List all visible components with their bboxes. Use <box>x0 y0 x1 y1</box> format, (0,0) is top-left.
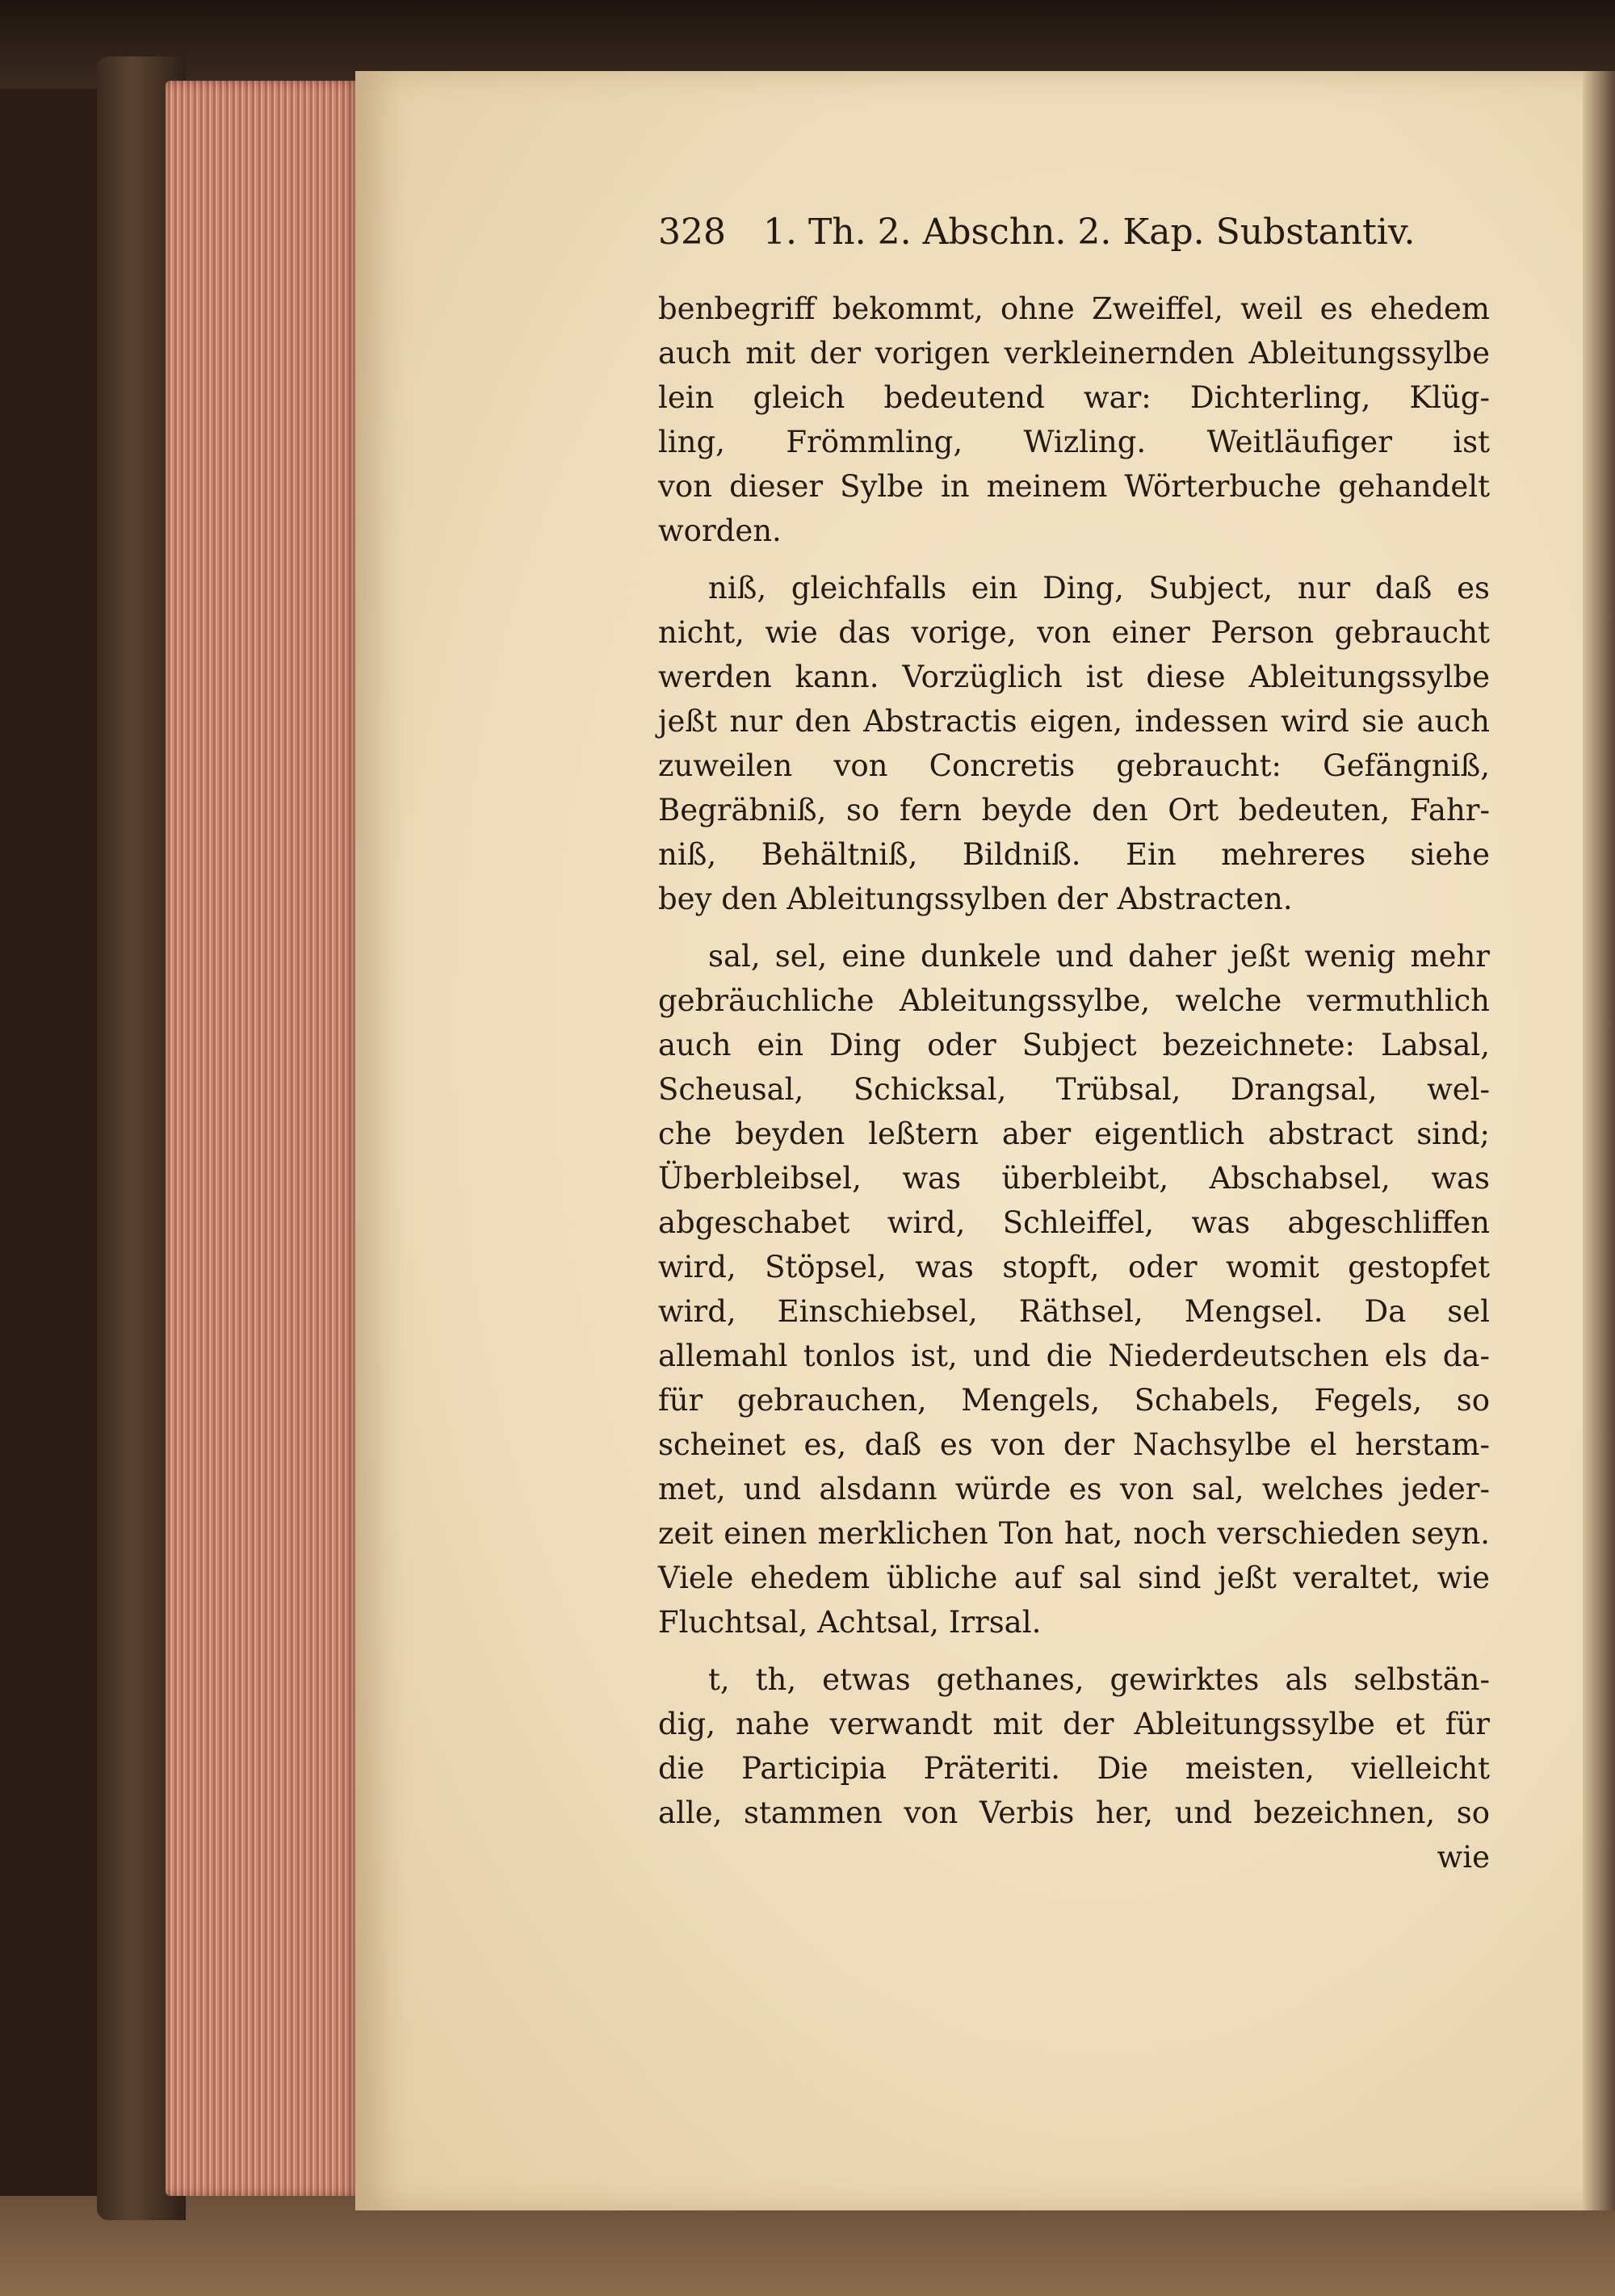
text-line: zuweilen von Concretis gebraucht: Gefängniß, <box>658 748 1490 783</box>
text-line: bey den Ableitungssylben der Abstracten. <box>658 882 1293 916</box>
text-line: dig, nahe verwandt mit der Ableitungssylbe et für <box>658 1707 1490 1741</box>
page-edges <box>166 81 359 2196</box>
text-line: Scheusal, Schicksal, Trübsal, Drangsal, wel- <box>658 1072 1490 1107</box>
paragraph <box>658 1657 1490 1835</box>
text-line: abgeschabet wird, Schleiffel, was abgeschliffen <box>658 1205 1490 1240</box>
text-line: Fluchtsal, Achtsal, Irrsal. <box>658 1605 1042 1640</box>
text-line: nicht, wie das vorige, von einer Person gebraucht <box>658 615 1490 650</box>
text-line: met, und alsdann würde es von sal, welches jeder- <box>658 1472 1490 1506</box>
body-text <box>658 287 1490 1879</box>
paragraph <box>658 566 1490 921</box>
text-line: jeßt nur den Abstractis eigen, indessen wird sie auch <box>658 704 1490 739</box>
text-line: lein gleich bedeutend war: Dichterling, Klüg- <box>658 380 1490 415</box>
page-number: 328 <box>658 212 726 253</box>
text-line: gebräuchliche Ableitungssylbe, welche vermuthlich <box>658 983 1490 1018</box>
text-line: niß, gleichfalls ein Ding, Subject, nur daß es <box>708 571 1490 605</box>
background-bottom <box>0 2196 1615 2296</box>
text-line: alle, stammen von Verbis her, und bezeichnen, so <box>658 1795 1490 1830</box>
text-line: auch ein Ding oder Subject bezeichnete: Labsal, <box>658 1028 1490 1062</box>
text-line: ling, Frömmling, Wizling. Weitläufiger ist <box>658 425 1490 459</box>
text-line: die Participia Präteriti. Die meisten, vielleicht <box>658 1751 1490 1786</box>
text-line: allemahl tonlos ist, und die Niederdeutschen els da- <box>658 1339 1490 1373</box>
text-line: scheinet es, daß es von der Nachsylbe el herstam- <box>658 1427 1490 1462</box>
text-line: sal, sel, eine dunkele und daher jeßt wenig mehr <box>708 939 1490 974</box>
text-line: t, th, etwas gethanes, gewirktes als selbstän- <box>708 1662 1490 1697</box>
text-line: niß, Behältniß, Bildniß. Ein mehreres siehe <box>658 837 1490 872</box>
text-line: wird, Einschiebsel, Räthsel, Mengsel. Da sel <box>658 1294 1490 1329</box>
text-line: che beyden leßtern aber eigentlich abstract sind; <box>658 1117 1490 1151</box>
text-line: benbegriff bekommt, ohne Zweiffel, weil es ehedem <box>658 291 1490 326</box>
text-line: für gebrauchen, Mengels, Schabels, Fegels, so <box>658 1383 1490 1418</box>
text-line: zeit einen merklichen Ton hat, noch verschieden seyn. <box>658 1516 1490 1551</box>
page-gutter <box>1583 71 1615 2210</box>
paragraph <box>658 934 1490 1644</box>
catchword: wie <box>1437 1840 1490 1875</box>
text-line: Überbleibsel, was überbleibt, Abschabsel, was <box>658 1161 1490 1196</box>
running-title: 1. Th. 2. Abschn. 2. Kap. Substantiv. <box>762 212 1416 253</box>
text-line: wird, Stöpsel, was stopft, oder womit gestopfet <box>658 1250 1490 1284</box>
text-line: werden kann. Vorzüglich ist diese Ableitungssylbe <box>658 660 1490 694</box>
text-line: Viele ehedem übliche auf sal sind jeßt veraltet, wie <box>658 1561 1490 1595</box>
text-line: Begräbniß, so fern beyde den Ort bedeuten, Fahr- <box>658 793 1490 827</box>
text-line: worden. <box>658 513 782 548</box>
text-line: auch mit der vorigen verkleinernden Ableitungssylbe <box>658 336 1490 371</box>
text-line: von dieser Sylbe in meinem Wörterbuche gehandelt <box>658 469 1490 504</box>
paragraph <box>658 287 1490 553</box>
running-header <box>658 212 1490 253</box>
